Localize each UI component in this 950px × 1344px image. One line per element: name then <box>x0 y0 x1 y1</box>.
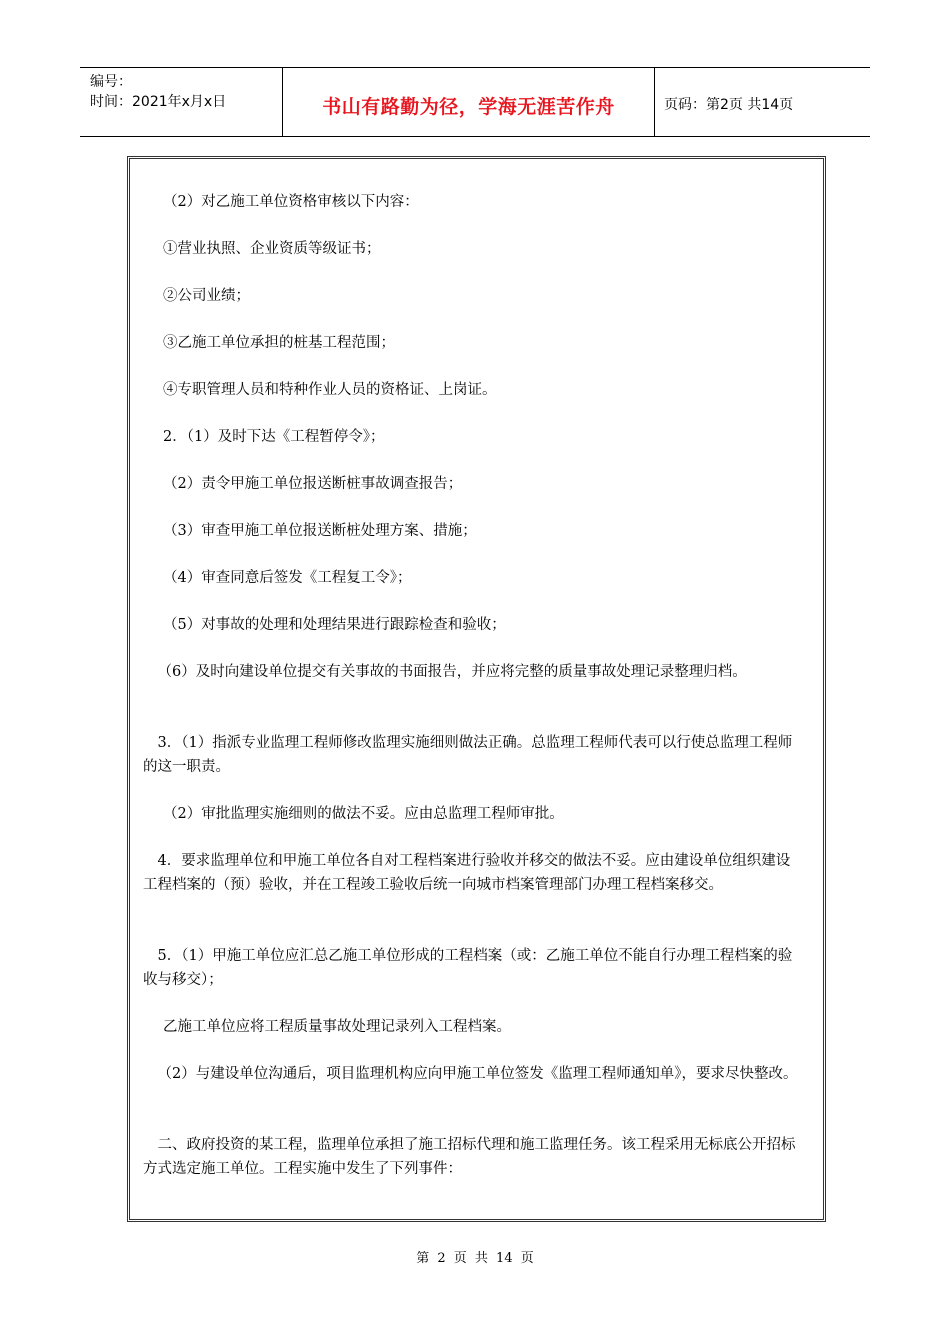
header-divider <box>654 68 655 136</box>
body-line: ③乙施工单位承担的桩基工程范围； <box>163 335 395 351</box>
body-line: （4）审查同意后签发《工程复工令》； <box>163 570 412 586</box>
body-line: ①营业执照、企业资质等级证书； <box>163 241 381 257</box>
date-label: 时间：2021年x月x日 <box>90 94 227 110</box>
body-paragraph: （2）与建设单位沟通后，项目监理机构应向甲施工单位签发《监理工程师通知单》，要求尽快整改。 <box>157 1066 798 1082</box>
header-meta <box>90 72 226 112</box>
page-footer: 第 2 页 共 14 页 <box>416 1251 534 1266</box>
body-line: （2）责令甲施工单位报送断桩事故调查报告； <box>163 476 463 492</box>
body-line: （2）审批监理实施细则的做法不妥。应由总监理工程师审批。 <box>163 806 564 822</box>
body-line: （5）对事故的处理和处理结果进行跟踪检查和验收； <box>163 617 506 633</box>
body-paragraph: 二、政府投资的某工程，监理单位承担了施工招标代理和施工监理任务。该工程采用无标底公开招标方式选定施工单位。工程实施中发生了下列事件： <box>143 1137 796 1177</box>
body-paragraph: 5．（1）甲施工单位应汇总乙施工单位形成的工程档案（或：乙施工单位不能自行办理工程档案的验收与移交）； <box>143 948 793 988</box>
body-line: 2．（1）及时下达《工程暂停令》； <box>163 429 385 445</box>
body-line: ②公司业绩； <box>163 288 250 304</box>
body-line: （3）审查甲施工单位报送断桩处理方案、措施； <box>163 523 477 539</box>
number-label: 编号： <box>90 74 132 90</box>
body-line: 乙施工单位应将工程质量事故处理记录列入工程档案。 <box>163 1019 511 1035</box>
page-header <box>80 67 870 137</box>
header-page-info: 页码：第2页 共14页 <box>664 97 794 113</box>
body-paragraph: （6）及时向建设单位提交有关事故的书面报告，并应将完整的质量事故处理记录整理归档。 <box>157 664 747 680</box>
body-line: （2）对乙施工单位资格审核以下内容： <box>163 194 419 210</box>
body-line: ④专职管理人员和特种作业人员的资格证、上岗证。 <box>163 382 497 398</box>
body-paragraph: 4．要求监理单位和甲施工单位各自对工程档案进行验收并移交的做法不妥。应由建设单位组织建设工程档案的（预）验收，并在工程竣工验收后统一向城市档案管理部门办理工程档案移交。 <box>143 853 791 893</box>
body-paragraph: 3．（1）指派专业监理工程师修改监理实施细则做法正确。总监理工程师代表可以行使总监理工程师的这一职责。 <box>143 735 793 775</box>
header-motto: 书山有路勤为径，学海无涯苦作舟 <box>322 96 615 118</box>
